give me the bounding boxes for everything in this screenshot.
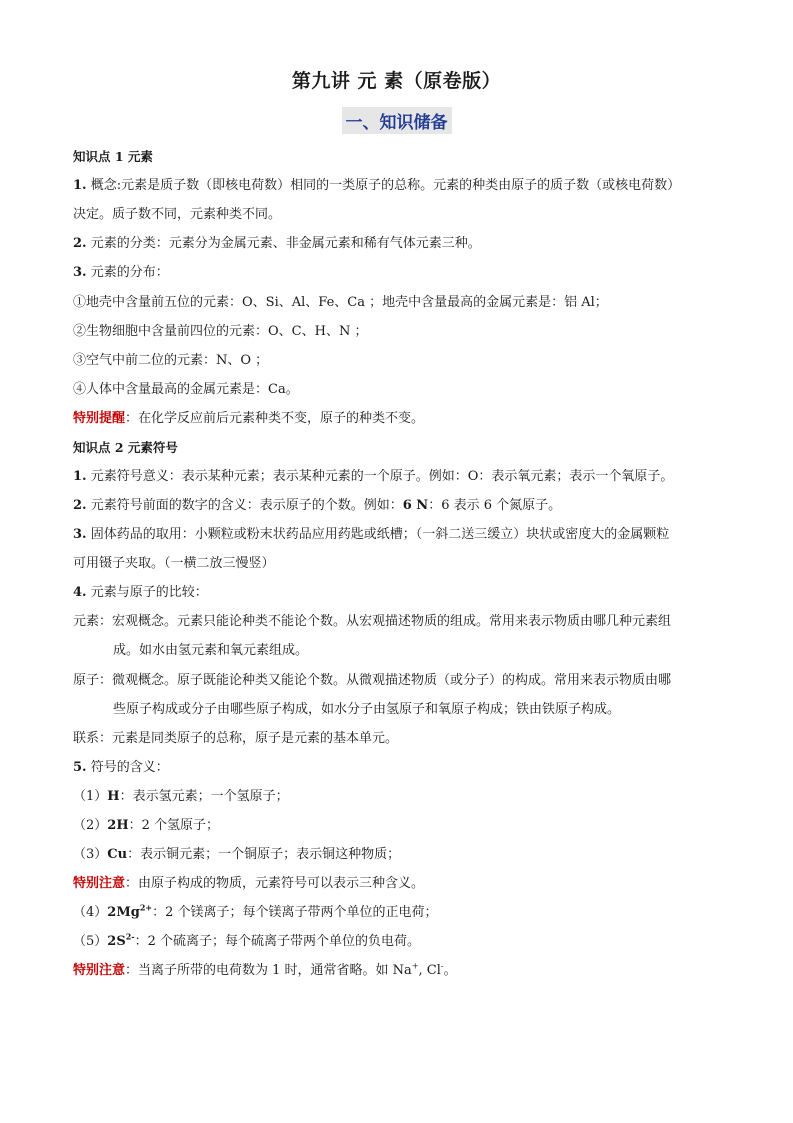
element-definition: 元素：宏观概念。元素只能论种类不能论个数。从宏观描述物质的组成。常用来表示物质由哪几种元素组: [73, 614, 672, 629]
item-text: 元素符号前面的数字的含义：表示原子的个数。例如：: [86, 498, 403, 513]
special-note-1: [73, 875, 733, 893]
item-text: ：6 表示 6 个氮原子。: [428, 498, 562, 513]
distribution-human: ④人体中含量最高的金属元素是：Ca。: [73, 382, 299, 397]
ion-charge: 2+: [139, 902, 153, 913]
chem-symbol: Cu: [107, 847, 128, 862]
kp2-item-4: [73, 584, 733, 602]
reminder-text: ：在化学反应前后元素种类不变，原子的种类不变。: [125, 411, 425, 426]
item-number: 3.: [73, 265, 87, 280]
distribution-cells: ②生物细胞中含量前四位的元素：O、C、H、N ；: [73, 324, 368, 339]
symbol-meaning-2: [73, 817, 733, 835]
item-number: 2.: [73, 236, 87, 251]
note-text: , Cl: [418, 963, 441, 978]
ion-charge: 2-: [125, 931, 135, 942]
item-number: 3.: [73, 527, 87, 542]
note-text: ：当离子所带的电荷数为 1 时，通常省略。如 Na: [125, 963, 412, 978]
list-marker: （4）: [73, 905, 108, 920]
item-number: 2.: [73, 498, 87, 513]
symbol-meaning-1: [73, 788, 733, 806]
symbol-meaning-5: [73, 933, 733, 951]
chem-symbol: 2Mg: [107, 905, 140, 920]
item-number: 5.: [73, 760, 87, 775]
ion-charge: -: [440, 961, 444, 971]
symbol-text: ：表示铜元素；一个铜原子；表示铜这种物质；: [127, 847, 401, 862]
list-marker: （5）: [73, 934, 108, 949]
note-text: 。: [443, 963, 457, 978]
list-marker: （3）: [73, 847, 108, 862]
special-note-2: [73, 962, 733, 980]
example-symbol: 6 N: [402, 498, 429, 513]
symbol-meaning-3: [73, 846, 733, 864]
chem-symbol: 2S: [107, 934, 126, 949]
distribution-crust: ①地壳中含量前五位的元素：O、Si、Al、Fe、Ca ；地壳中含量最高的金属元素是：铝 Al；: [73, 295, 608, 310]
item-text: 概念:元素是质子数（即核电荷数）相同的一类原子的总称。元素的种类由原子的质子数（或核电荷数）: [86, 178, 681, 193]
item-text: 元素的分布：: [86, 265, 169, 280]
chem-symbol: 2H: [107, 818, 129, 833]
item-number: 1.: [73, 469, 87, 484]
section-heading: [0, 107, 793, 134]
symbol-text: ：表示氢元素；一个氢原子；: [119, 789, 289, 804]
kp1-item-1-cont: 决定。质子数不同，元素种类不同。: [73, 207, 282, 222]
kp1-item-3: [73, 264, 733, 282]
chem-symbol: H: [107, 789, 120, 804]
section-title: 一、知识储备: [342, 107, 452, 134]
item-text: 元素的分类：元素分为金属元素、非金属元素和稀有气体元素三种。: [86, 236, 481, 251]
ion-charge: +: [411, 961, 419, 971]
kp2-item-1: [73, 468, 733, 486]
element-definition-cont: 成。如水由氢元素和氧元素组成。: [113, 643, 309, 658]
item-text: 元素符号意义：表示某种元素；表示某种元素的一个原子。例如：O：表示氧元素；表示一个氧原子。: [86, 469, 674, 484]
item-number: 4.: [73, 585, 87, 600]
kp2-item-3-cont: 可用镊子夹取。（一横二放三慢竖）: [73, 556, 275, 571]
item-number: 1.: [73, 178, 87, 193]
symbol-text: ：2 个硫离子；每个硫离子带两个单位的负电荷。: [134, 934, 421, 949]
list-marker: （1）: [73, 789, 108, 804]
kp1-item-1: [73, 177, 733, 195]
note-label: 特别注意: [73, 963, 126, 978]
list-marker: （2）: [73, 818, 108, 833]
atom-definition: 原子：微观概念。原子既能论种类又能论个数。从微观描述物质（或分子）的构成。常用来表示物质由哪: [73, 673, 672, 688]
symbol-text: ：2 个镁离子；每个镁离子带两个单位的正电荷；: [152, 905, 438, 920]
item-text: 元素与原子的比较：: [86, 585, 208, 600]
kp1-heading: 知识点 1 元素: [73, 149, 153, 164]
atom-definition-cont: 些原子构成或分子由哪些原子构成，如水分子由氢原子和氧原子构成；铁由铁原子构成。: [113, 702, 621, 717]
special-reminder: [73, 410, 733, 428]
item-text: 符号的含义：: [86, 760, 169, 775]
relation-text: 联系：元素是同类原子的总称，原子是元素的基本单元。: [73, 731, 399, 746]
note-label: 特别注意: [73, 876, 126, 891]
item-text: 固体药品的取用：小颗粒或粉末状药品应用药匙或纸槽；（一斜二送三缓立）块状或密度大的金属颗粒: [86, 527, 670, 542]
distribution-air: ③空气中前二位的元素：N、O ；: [73, 353, 269, 368]
document-title: 第九讲 元 素（原卷版）: [291, 70, 502, 92]
symbol-meaning-4: [73, 904, 733, 922]
note-text: ：由原子构成的物质，元素符号可以表示三种含义。: [125, 876, 425, 891]
kp1-item-2: [73, 235, 733, 253]
reminder-label: 特别提醒: [73, 411, 126, 426]
kp2-item-2: [73, 497, 733, 515]
kp2-item-3: [73, 526, 733, 544]
kp2-item-5: [73, 759, 733, 777]
kp2-heading: 知识点 2 元素符号: [73, 440, 178, 455]
symbol-text: ：2 个氢原子；: [128, 818, 220, 833]
